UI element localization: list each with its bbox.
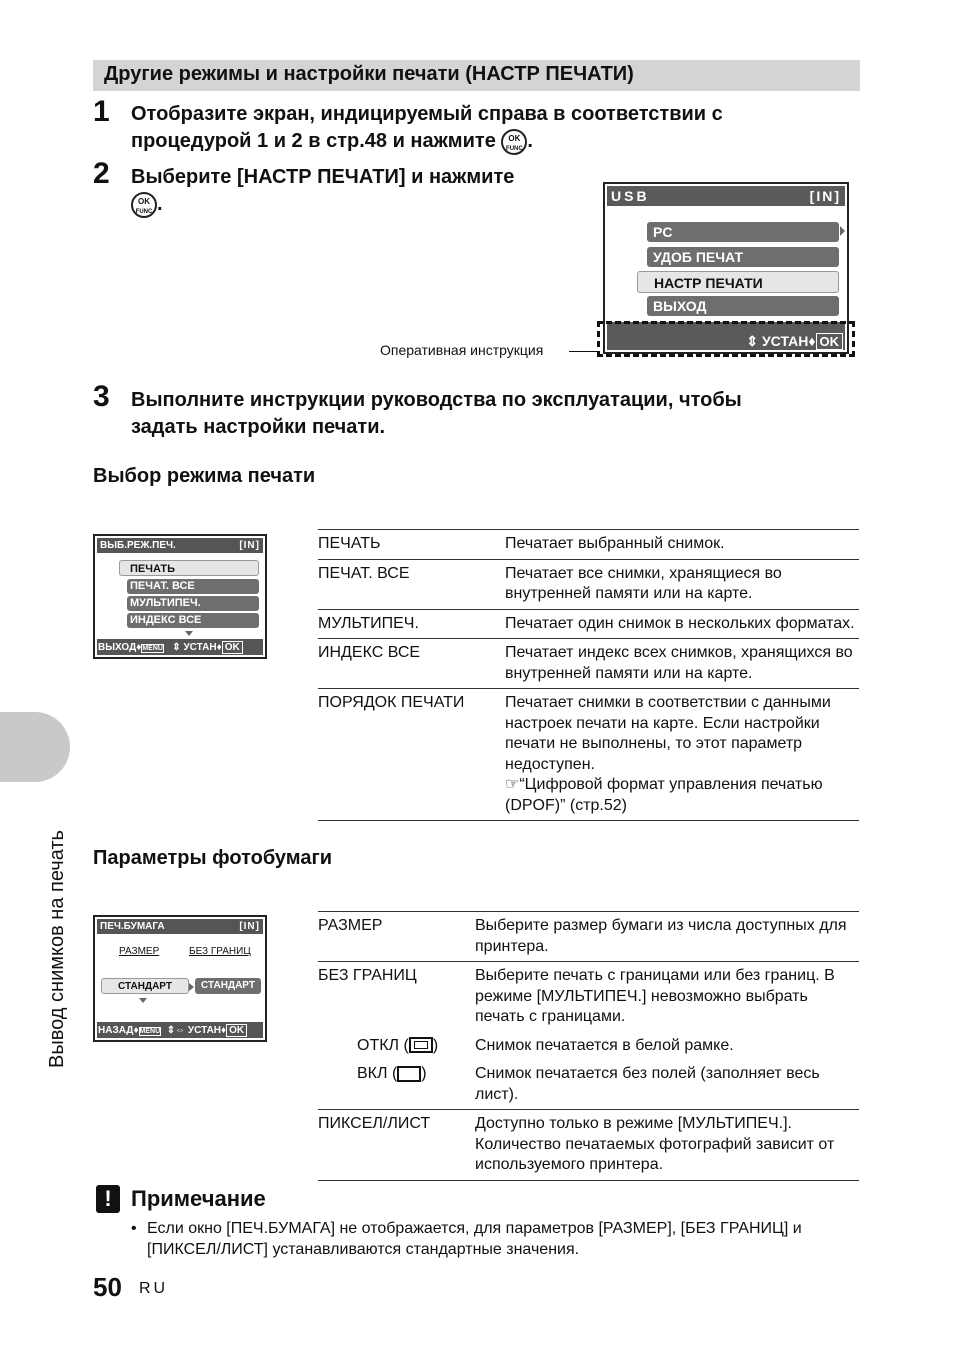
- menu-button-icon: MENU: [142, 645, 163, 652]
- callout-line: [569, 351, 597, 352]
- paper-heading: Параметры фотобумаги: [93, 847, 333, 869]
- borderless-label: БЕЗ ГРАНИЦ: [189, 946, 251, 957]
- step-1-line2: процедурой 1 и 2 в стр.48 и нажмите OK FUNC .: [131, 128, 871, 155]
- bullet-icon: •: [131, 1220, 137, 1237]
- language-code: RU: [139, 1280, 169, 1297]
- table-row: ПЕЧАТЬ Печатает выбранный снимок.: [318, 530, 859, 560]
- table-row: БЕЗ ГРАНИЦ Выберите печать с границами или без границ. В режиме [МУЛЬТИПЕЧ.] невозможно выбрать печать с границами.: [318, 967, 835, 1025]
- note-title: Примечание: [131, 1186, 266, 1211]
- step-1-line1: Отобразите экран, индицируемый справа в соответствии с: [131, 103, 723, 125]
- ok-func-icon: OK FUNC: [131, 192, 157, 218]
- table-row: ИНДЕКС ВСЕ Печатает индекс всех снимков, хранящихся во внутренней памяти или на карте.: [318, 639, 859, 689]
- right-arrow-icon: [840, 226, 845, 236]
- step-3-text: Выполните инструкции руководства по эксплуатации, чтобы задать настройки печати.: [131, 389, 742, 438]
- book-reference-icon: ☞: [505, 776, 520, 793]
- ok-func-icon: OK FUNC: [501, 129, 527, 155]
- side-label: Вывод снимков на печать: [46, 830, 68, 1068]
- step-2-text: Выберите [НАСТР ПЕЧАТИ] и нажмите OK FUNC .: [131, 164, 591, 218]
- usb-item-pc[interactable]: PC: [647, 222, 839, 242]
- down-arrow-icon: [139, 998, 147, 1003]
- paper-table: [318, 911, 859, 1181]
- size-value[interactable]: СТАНДАРТ: [101, 978, 189, 994]
- note-text: • Если окно [ПЕЧ.БУМАГА] не отображается, для параметров [РАЗМЕР], [БЕЗ ГРАНИЦ] и [ПИКСЕЛ/ЛИСТ] устанавливаются стандартные значения.: [131, 1220, 802, 1258]
- table-row: ПИКСЕЛ/ЛИСТ Доступно только в режиме [МУЛЬТИПЕЧ.]. Количество печатаемых фотографий зависит от используемого принтера.: [318, 1110, 859, 1181]
- print-mode-screen: ВЫБ.РЕЖ.ПЕЧ. [IN] ПЕЧАТЬ ПЕЧАТ. ВСЕ МУЛЬТИПЕЧ. ИНДЕКС ВСЕ ВЫХОД♦MENU ⇕ УСТАН♦ OK: [93, 534, 267, 659]
- paper-screen-footer: НАЗАД♦MENU ⇕⇔ УСТАН♦ OK: [98, 1025, 247, 1036]
- print-mode-table: [318, 529, 859, 821]
- callout-label: Оперативная инструкция: [380, 342, 544, 358]
- mode-item-print[interactable]: ПЕЧАТЬ: [119, 560, 259, 576]
- table-row: ПОРЯДОК ПЕЧАТИ Печатает снимки в соответствии с данными настроек печати на карте. Если настройки печати не выполнены, то этот параметр недоступен. ☞“Цифровой формат управления печатью (DPOF)” (стр.52): [318, 689, 859, 821]
- size-label: РАЗМЕР: [119, 946, 160, 957]
- table-row: ПЕЧАТ. ВСЕ Печатает все снимки, хранящиеся во внутренней памяти или на карте.: [318, 559, 859, 609]
- mode-item-print-all[interactable]: ПЕЧАТ. ВСЕ: [127, 579, 259, 594]
- table-row: МУЛЬТИПЕЧ. Печатает один снимок в нескольких форматах.: [318, 609, 859, 639]
- table-row: РАЗМЕР Выберите размер бумаги из числа доступных для принтера.: [318, 912, 859, 962]
- down-arrow-icon: [185, 631, 193, 636]
- step-1-number: 1: [93, 95, 110, 128]
- borderless-value[interactable]: СТАНДАРТ: [195, 978, 261, 994]
- reference-link[interactable]: ☞“Цифровой формат управления печатью (DPOF)” (стр.52): [505, 776, 823, 814]
- usb-item-print-settings[interactable]: НАСТР ПЕЧАТИ: [637, 271, 839, 293]
- bordered-frame-icon: [409, 1037, 433, 1053]
- usb-memory-indicator: [IN]: [809, 188, 841, 204]
- page-number: 50: [93, 1272, 122, 1302]
- mode-item-multi[interactable]: МУЛЬТИПЕЧ.: [127, 596, 259, 611]
- step-3-number: 3: [93, 380, 110, 413]
- print-mode-heading: Выбор режима печати: [93, 465, 316, 487]
- borderless-frame-icon: [397, 1066, 421, 1082]
- side-tab: [0, 712, 70, 782]
- mode-screen-footer: ВЫХОД♦MENU ⇕ УСТАН♦ OK: [98, 642, 243, 653]
- step-1-text: [131, 101, 871, 155]
- section-header: [93, 60, 860, 91]
- warning-icon: !: [96, 1185, 120, 1213]
- mode-item-index[interactable]: ИНДЕКС ВСЕ: [127, 613, 259, 628]
- paper-screen: ПЕЧ.БУМАГА [IN] РАЗМЕР БЕЗ ГРАНИЦ СТАНДАРТ СТАНДАРТ НАЗАД♦MENU ⇕⇔ УСТАН♦ OK: [93, 915, 267, 1042]
- step-2-number: 2: [93, 157, 110, 190]
- table-row: ОТКЛ ( ) Снимок печатается в белой рамке.: [357, 1036, 734, 1054]
- ok-button-icon: OK: [222, 641, 243, 654]
- table-row: ВКЛ ( ) Снимок печатается без полей (заполняет весь лист).: [318, 1060, 859, 1110]
- guide-highlight: [597, 321, 855, 357]
- section-title: Другие режимы и настройки печати (НАСТР ПЕЧАТИ): [104, 63, 634, 85]
- usb-item-exit[interactable]: ВЫХОД: [647, 296, 839, 316]
- usb-item-easy-print[interactable]: УДОБ ПЕЧАТ: [647, 247, 839, 267]
- usb-footer: ⇕ УСТАН♦ OK: [746, 333, 843, 350]
- updown-icon: ⇕: [746, 333, 759, 349]
- ok-button-icon: OK: [226, 1024, 247, 1037]
- usb-title: USB: [611, 188, 650, 204]
- menu-button-icon: MENU: [139, 1028, 161, 1035]
- updown-icon: ⇕: [172, 642, 181, 653]
- four-way-icon: ⇕⇔: [166, 1025, 186, 1036]
- right-arrow-icon: [189, 983, 194, 991]
- ok-button-icon: OK: [816, 333, 844, 350]
